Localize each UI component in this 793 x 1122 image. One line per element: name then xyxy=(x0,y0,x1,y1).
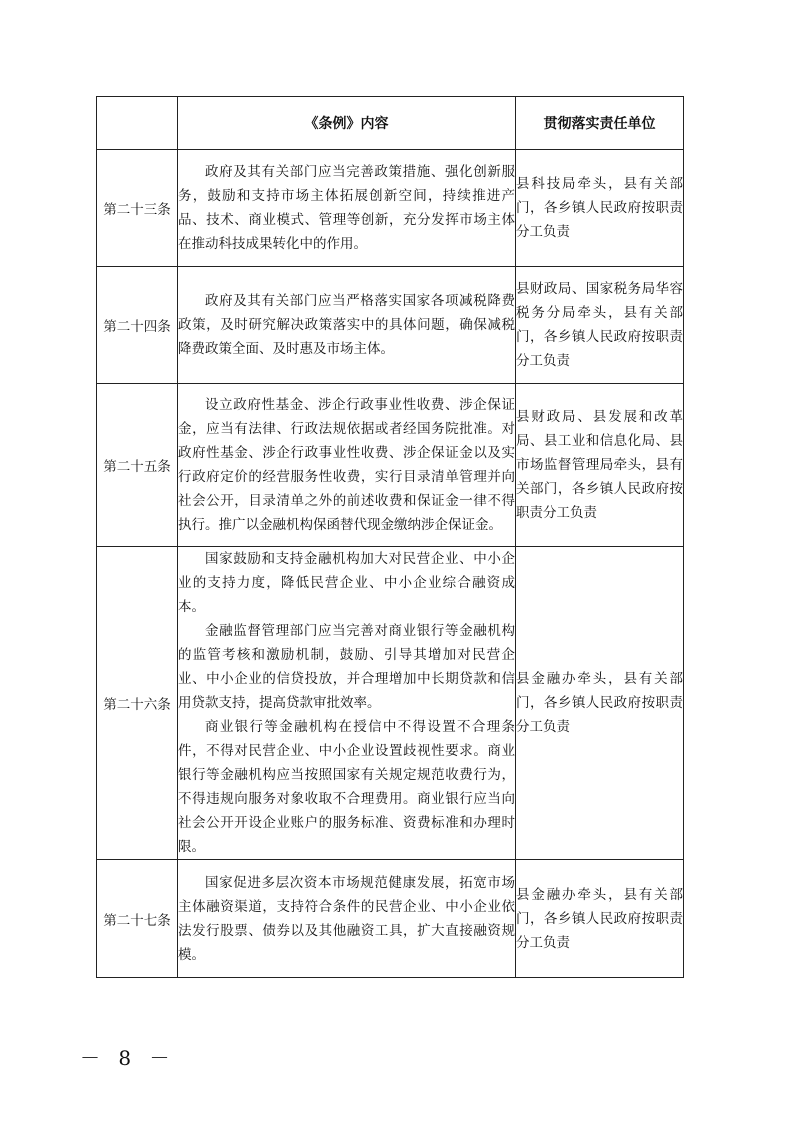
article-number: 第二十四条 xyxy=(97,267,178,384)
content-paragraph: 国家鼓励和支持金融机构加大对民营企业、中小企业的支持力度，降低民营企业、中小企业综合融资成本。 xyxy=(178,551,515,615)
responsible-unit: 县科技局牵头，县有关部门，各乡镇人民政府按职责分工负责 xyxy=(516,150,684,267)
article-number: 第二十五条 xyxy=(97,384,178,547)
article-content xyxy=(178,384,516,547)
content-paragraph: 政府及其有关部门应当完善政策措施、强化创新服务，鼓励和支持市场主体拓展创新空间，持续推进产品、技术、商业模式、管理等创新，充分发挥市场主体在推动科技成果转化中的作用。 xyxy=(178,164,515,252)
responsible-unit: 县财政局、县发展和改革局、县工业和信息化局、县市场监督管理局牵头，县有关部门，各乡镇人民政府按职责分工负责 xyxy=(516,384,684,547)
table-row xyxy=(97,150,684,267)
article-number: 第二十七条 xyxy=(97,860,178,978)
content-paragraph: 设立政府性基金、涉企行政事业性收费、涉企保证金，应当有法律、行政法规依据或者经国务院批准。对政府性基金、涉企行政事业性收费、涉企保证金以及实行政府定价的经营服务性收费，实行目录清单管理并向社会公开，目录清单之外的前述收费和保证金一律不得执行。推广以金融机构保函替代现金缴纳涉企保证金。 xyxy=(178,397,515,533)
article-content xyxy=(178,267,516,384)
responsible-unit: 县财政局、国家税务局华容税务分局牵头，县有关部门，各乡镇人民政府按职责分工负责 xyxy=(516,267,684,384)
article-number: 第二十六条 xyxy=(97,547,178,860)
responsible-unit: 县金融办牵头，县有关部门，各乡镇人民政府按职责分工负责 xyxy=(516,860,684,978)
header-article xyxy=(97,97,178,150)
article-content xyxy=(178,860,516,978)
content-paragraph: 商业银行等金融机构在授信中不得设置不合理条件，不得对民营企业、中小企业设置歧视性要求。商业银行等金融机构应当按照国家有关规定规范收费行为，不得违规向服务对象收取不合理费用。商业银行应当向社会公开开设企业账户的服务标准、资费标准和办理时限。 xyxy=(178,719,515,855)
content-paragraph: 金融监督管理部门应当完善对商业银行等金融机构的监管考核和激励机制，鼓励、引导其增加对民营企业、中小企业的信贷投放，并合理增加中长期贷款和信用贷款支持，提高贷款审批效率。 xyxy=(178,623,515,711)
table-row xyxy=(97,267,684,384)
table-header-row xyxy=(97,97,684,150)
article-number: 第二十三条 xyxy=(97,150,178,267)
content-paragraph: 政府及其有关部门应当严格落实国家各项减税降费政策，及时研究解决政策落实中的具体问题，确保减税降费政策全面、及时惠及市场主体。 xyxy=(178,293,515,357)
page-number: － 8 － xyxy=(80,1046,176,1070)
table-row xyxy=(97,860,684,978)
table-row xyxy=(97,547,684,860)
regulation-table xyxy=(96,96,684,978)
table-row xyxy=(97,384,684,547)
article-content xyxy=(178,150,516,267)
content-paragraph: 国家促进多层次资本市场规范健康发展，拓宽市场主体融资渠道，支持符合条件的民营企业、中小企业依法发行股票、债券以及其他融资工具，扩大直接融资规模。 xyxy=(178,874,515,963)
header-responsible: 贯彻落实责任单位 xyxy=(516,97,684,150)
article-content xyxy=(178,547,516,860)
header-content: 《条例》内容 xyxy=(178,97,516,150)
responsible-unit: 县金融办牵头，县有关部门，各乡镇人民政府按职责分工负责 xyxy=(516,547,684,860)
